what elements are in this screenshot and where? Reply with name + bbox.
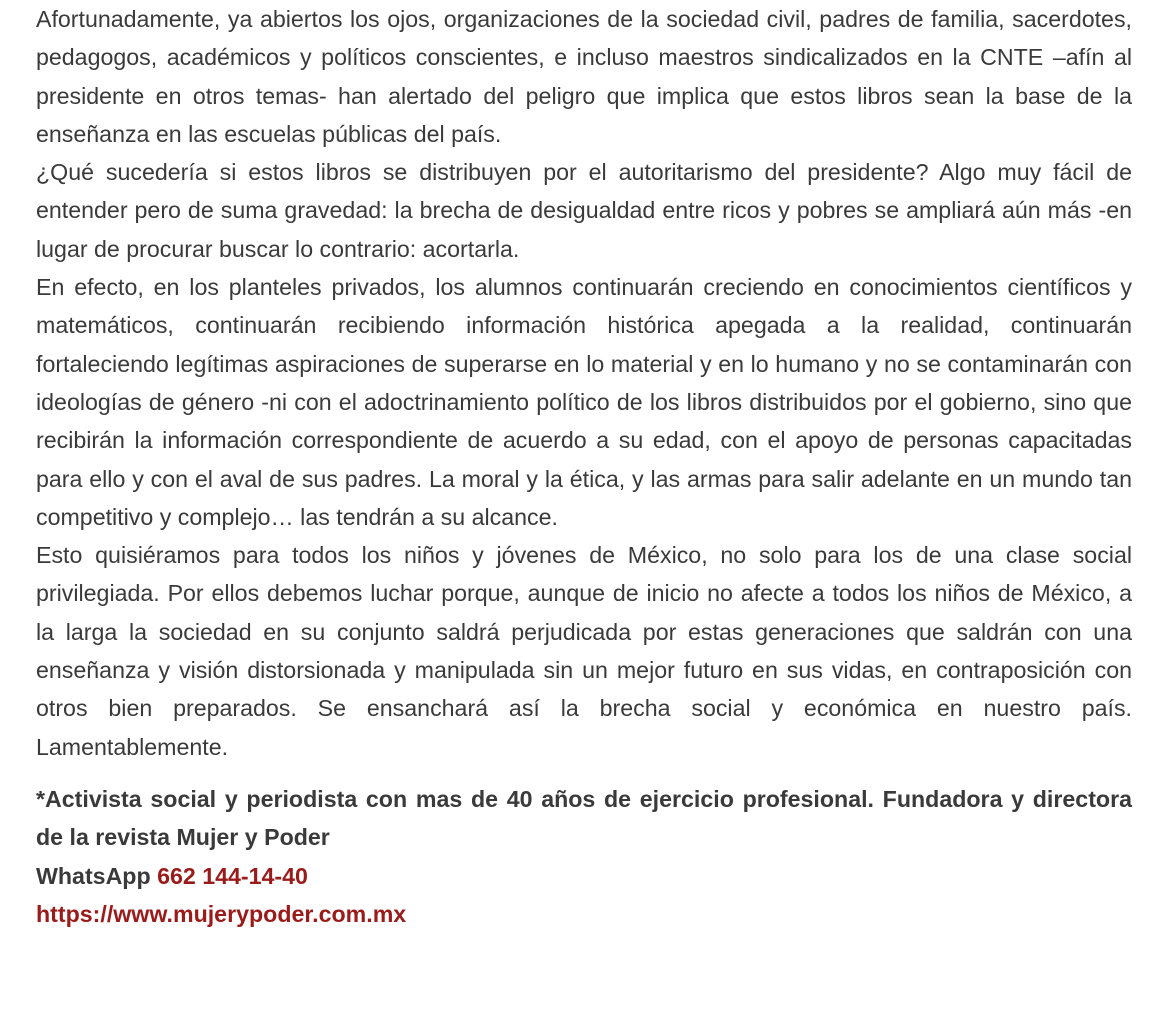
paragraph-3: En efecto, en los planteles privados, los alumnos continuarán creciendo en conocimientos científicos y matemáticos, continuarán recibiendo información histórica apegada a la realidad, continuarán fortaleciendo legítimas aspiraciones de superarse en lo material y en lo humano y no se contaminarán con ideologías de género -ni con el adoctrinamiento político de los libros distribuidos por el gobierno, sino que recibirán la información correspondiente de acuerdo a su edad, con el apoyo de personas capacitadas para ello y con el aval de sus padres. La moral y la ética, y las armas para salir adelante en un mundo tan competitivo y complejo… las tendrán a su alcance. [36,274,1132,530]
author-signature [36,780,1132,933]
whatsapp-label: WhatsApp [36,862,158,889]
website-line [36,895,1132,933]
article [36,0,1132,933]
paragraph-4: Esto quisiéramos para todos los niños y jóvenes de México, no solo para los de una clase social privilegiada. Por ellos debemos luchar porque, aunque de inicio no afecte a todos los niños de México, a la larga la sociedad en su conjunto saldrá perjudicada por estas generaciones que saldrán con una enseñanza y visión distorsionada y manipulada sin un mejor futuro en sus vidas, en contraposición con otros bien preparados. Se ensanchará así la brecha social y económica en nuestro país. Lamentablemente. [36,542,1132,760]
whatsapp-line [36,857,1132,895]
paragraph-2: ¿Qué sucedería si estos libros se distribuyen por el autoritarismo del presidente? Algo muy fácil de entender pero de suma gravedad: la brecha de desigualdad entre ricos y pobres se ampliará aún más -en lugar de procurar buscar lo contrario: acortarla. [36,159,1132,262]
whatsapp-number-link[interactable]: 662 144-14-40 [157,862,308,889]
article-body [36,0,1132,766]
website-link[interactable]: https://www.mujerypoder.com.mx [36,900,407,927]
paragraph-1: Afortunadamente, ya abiertos los ojos, organizaciones de la sociedad civil, padres de familia, sacerdotes, pedagogos, académicos y políticos conscientes, e incluso maestros sindicalizados en la CNTE –afín al presidente en otros temas- han alertado del peligro que implica que estos libros sean la base de la enseñanza en las escuelas públicas del país. [36,6,1132,147]
author-bio: *Activista social y periodista con mas de 40 años de ejercicio profesional. Fundadora y directora de la revista Mujer y Poder [36,785,1132,851]
